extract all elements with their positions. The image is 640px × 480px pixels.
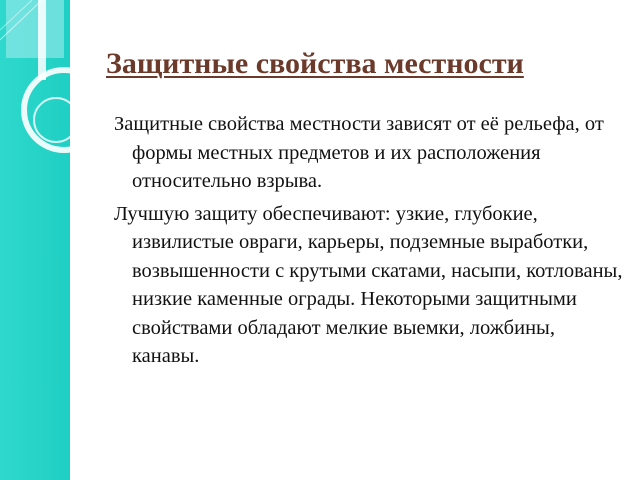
decorative-strip-shape <box>38 0 46 80</box>
slide-body <box>114 110 626 375</box>
slide-title: Защитные свойства местности <box>106 47 524 80</box>
decorative-ring-small <box>34 98 78 142</box>
decorative-rings-graphic <box>0 0 110 480</box>
paragraph-terrain-properties: Защитные свойства местности зависят от её рельефа, от формы местных предметов и их расположения относительно взрыва. <box>114 113 604 192</box>
decorative-square-shape <box>6 0 64 58</box>
paragraph-best-protection: Лучшую защиту обеспечивают: узкие, глубокие, извилистые овраги, карьеры, подземные выработки, возвышенности с крутыми скатами, насыпи, котлованы, низкие каменные ограды. Некоторыми защитными свойствами обладают мелкие выемки, ложбины, канавы. <box>114 202 623 367</box>
